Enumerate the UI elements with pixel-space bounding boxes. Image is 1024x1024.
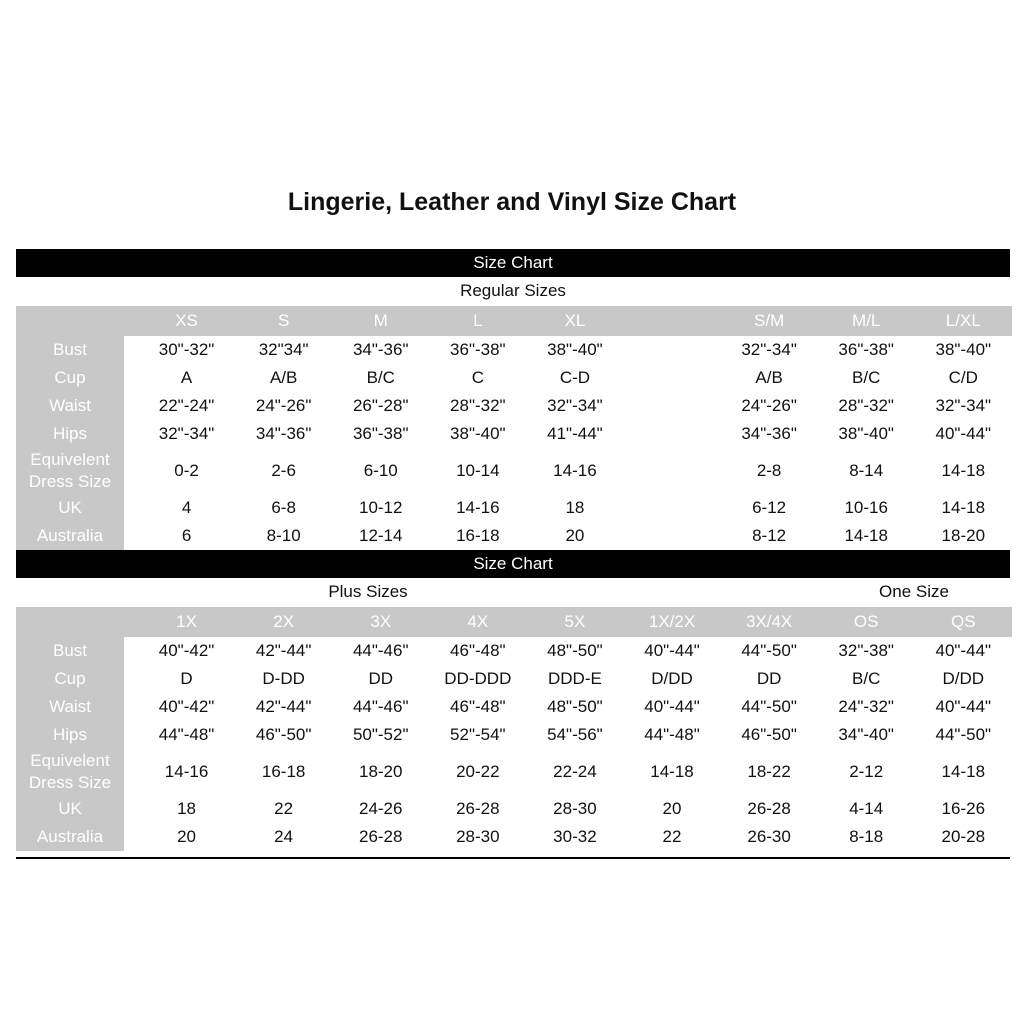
table-cell: 20 bbox=[623, 795, 720, 823]
table-cell: 30-32 bbox=[526, 823, 623, 851]
size-header: M bbox=[332, 306, 429, 336]
table-cell: 38"-40" bbox=[429, 420, 526, 448]
table-cell: 36"-38" bbox=[332, 420, 429, 448]
table-cell: 4-14 bbox=[818, 795, 915, 823]
table-cell: 22"-24" bbox=[138, 392, 235, 420]
spacer-cell bbox=[124, 693, 138, 721]
table-cell: A/B bbox=[235, 364, 332, 392]
table-cell: C-D bbox=[526, 364, 623, 392]
table-cell: 32"-38" bbox=[818, 637, 915, 665]
table-cell: A/B bbox=[721, 364, 818, 392]
table-cell bbox=[623, 420, 720, 448]
table-cell: 38"-40" bbox=[915, 336, 1012, 364]
size-header: OS bbox=[818, 607, 915, 637]
table-cell: 2-8 bbox=[721, 448, 818, 494]
table-cell: 20-22 bbox=[429, 749, 526, 795]
table-cell: 8-12 bbox=[721, 522, 818, 550]
table-cell: 40"-44" bbox=[915, 420, 1012, 448]
row-label: Bust bbox=[16, 637, 124, 665]
spacer-cell bbox=[124, 336, 138, 364]
row-label: Australia bbox=[16, 823, 124, 851]
table-cell bbox=[623, 522, 720, 550]
size-header: M/L bbox=[818, 306, 915, 336]
table-cell: 14-18 bbox=[915, 494, 1012, 522]
table-cell: 8-10 bbox=[235, 522, 332, 550]
row-label: Cup bbox=[16, 364, 124, 392]
regular-size-table bbox=[16, 306, 1012, 550]
table-cell: DDD-E bbox=[526, 665, 623, 693]
table-cell bbox=[623, 336, 720, 364]
size-header: 2X bbox=[235, 607, 332, 637]
plus-size-header-row bbox=[16, 607, 1012, 637]
table-row-equivelent-dress-size bbox=[16, 448, 1012, 494]
table-cell: 24-26 bbox=[332, 795, 429, 823]
table-cell: 40"-42" bbox=[138, 693, 235, 721]
row-label: Waist bbox=[16, 392, 124, 420]
spacer-cell bbox=[124, 665, 138, 693]
table-cell: 6 bbox=[138, 522, 235, 550]
table-cell: 50"-52" bbox=[332, 721, 429, 749]
table-cell: DD-DDD bbox=[429, 665, 526, 693]
table-cell: 48"-50" bbox=[526, 637, 623, 665]
table-cell: 40"-44" bbox=[915, 693, 1012, 721]
table-cell: 46"-50" bbox=[235, 721, 332, 749]
table-cell: 12-14 bbox=[332, 522, 429, 550]
table-cell: 10-16 bbox=[818, 494, 915, 522]
table-cell: 20-28 bbox=[915, 823, 1012, 851]
table-cell: 20 bbox=[138, 823, 235, 851]
table-cell: D/DD bbox=[915, 665, 1012, 693]
spacer-cell bbox=[124, 392, 138, 420]
table-cell: 6-12 bbox=[721, 494, 818, 522]
spacer-cell bbox=[124, 448, 138, 494]
table-cell: 32"-34" bbox=[138, 420, 235, 448]
table-cell: D/DD bbox=[623, 665, 720, 693]
table-cell: D bbox=[138, 665, 235, 693]
table-cell: 28-30 bbox=[526, 795, 623, 823]
table-cell: B/C bbox=[332, 364, 429, 392]
table-cell: 6-10 bbox=[332, 448, 429, 494]
size-header: S bbox=[235, 306, 332, 336]
spacer-cell bbox=[124, 749, 138, 795]
table-cell: 40"-44" bbox=[915, 637, 1012, 665]
table-cell: DD bbox=[721, 665, 818, 693]
row-label: Equivelent Dress Size bbox=[16, 448, 124, 494]
size-header: 1X bbox=[138, 607, 235, 637]
table-cell: 40"-44" bbox=[623, 693, 720, 721]
table-cell bbox=[623, 364, 720, 392]
table-row-bust bbox=[16, 336, 1012, 364]
table-cell: 40"-44" bbox=[623, 637, 720, 665]
spacer-cell bbox=[124, 306, 138, 336]
size-header: 4X bbox=[429, 607, 526, 637]
table-bottom-rule bbox=[16, 857, 1010, 859]
table-cell: 44"-48" bbox=[138, 721, 235, 749]
table-cell: B/C bbox=[818, 665, 915, 693]
spacer-cell bbox=[124, 607, 138, 637]
size-header: XS bbox=[138, 306, 235, 336]
row-label: UK bbox=[16, 494, 124, 522]
size-header: S/M bbox=[721, 306, 818, 336]
table-row-waist bbox=[16, 392, 1012, 420]
row-label: Hips bbox=[16, 420, 124, 448]
row-label: Equivelent Dress Size bbox=[16, 749, 124, 795]
table-cell: 14-18 bbox=[915, 448, 1012, 494]
plus-size-table bbox=[16, 607, 1012, 851]
table-cell: 24"-26" bbox=[235, 392, 332, 420]
table-cell: 42"-44" bbox=[235, 637, 332, 665]
table-row-waist bbox=[16, 693, 1012, 721]
table-cell: 22 bbox=[623, 823, 720, 851]
table-cell: 32"-34" bbox=[526, 392, 623, 420]
table-cell: 4 bbox=[138, 494, 235, 522]
table-cell bbox=[623, 448, 720, 494]
table-cell: 54"-56" bbox=[526, 721, 623, 749]
table-cell: C bbox=[429, 364, 526, 392]
table-cell: 34"-36" bbox=[721, 420, 818, 448]
table-cell: 48"-50" bbox=[526, 693, 623, 721]
spacer-cell bbox=[124, 721, 138, 749]
table-cell: 32"-34" bbox=[721, 336, 818, 364]
table-cell: 32"34" bbox=[235, 336, 332, 364]
table-cell: 46"-50" bbox=[721, 721, 818, 749]
table-cell: 42"-44" bbox=[235, 693, 332, 721]
table-cell: 38"-40" bbox=[526, 336, 623, 364]
table-cell: 26"-28" bbox=[332, 392, 429, 420]
table-row-uk bbox=[16, 494, 1012, 522]
table-cell: 14-18 bbox=[818, 522, 915, 550]
table-cell: 44"-50" bbox=[915, 721, 1012, 749]
table-row-australia bbox=[16, 522, 1012, 550]
table-cell: 2-6 bbox=[235, 448, 332, 494]
row-label: Cup bbox=[16, 665, 124, 693]
size-header: 3X bbox=[332, 607, 429, 637]
page-title: Lingerie, Leather and Vinyl Size Chart bbox=[287, 188, 737, 216]
table-cell: 52"-54" bbox=[429, 721, 526, 749]
table-cell: 18 bbox=[526, 494, 623, 522]
table-cell: DD bbox=[332, 665, 429, 693]
table-cell: 26-28 bbox=[429, 795, 526, 823]
row-label: UK bbox=[16, 795, 124, 823]
table-cell: 46"-48" bbox=[429, 637, 526, 665]
table-cell: 44"-48" bbox=[623, 721, 720, 749]
table-cell: 26-28 bbox=[721, 795, 818, 823]
size-header: QS bbox=[915, 607, 1012, 637]
row-label: Bust bbox=[16, 336, 124, 364]
spacer-cell bbox=[124, 420, 138, 448]
table-cell: 22 bbox=[235, 795, 332, 823]
table-cell: 36"-38" bbox=[818, 336, 915, 364]
table-cell: 41"-44" bbox=[526, 420, 623, 448]
table-cell: 14-16 bbox=[138, 749, 235, 795]
table-cell: 18-22 bbox=[721, 749, 818, 795]
table-cell: 18-20 bbox=[332, 749, 429, 795]
table-cell: 32"-34" bbox=[915, 392, 1012, 420]
plus-sizes-heading: Plus Sizes bbox=[328, 582, 408, 601]
table-cell: 8-14 bbox=[818, 448, 915, 494]
table-row-bust bbox=[16, 637, 1012, 665]
size-chart-band-plus: Size Chart bbox=[16, 550, 1010, 578]
corner-cell bbox=[16, 306, 124, 336]
size-header: L bbox=[429, 306, 526, 336]
size-chart-band-regular: Size Chart bbox=[16, 249, 1010, 277]
corner-cell bbox=[16, 607, 124, 637]
table-cell: 16-26 bbox=[915, 795, 1012, 823]
table-cell: 22-24 bbox=[526, 749, 623, 795]
table-row-cup bbox=[16, 364, 1012, 392]
table-cell: B/C bbox=[818, 364, 915, 392]
regular-sizes-heading: Regular Sizes bbox=[460, 281, 566, 300]
table-cell: 30"-32" bbox=[138, 336, 235, 364]
table-cell: 2-12 bbox=[818, 749, 915, 795]
row-label: Australia bbox=[16, 522, 124, 550]
table-cell: 28-30 bbox=[429, 823, 526, 851]
table-cell bbox=[623, 392, 720, 420]
table-cell: 44"-50" bbox=[721, 693, 818, 721]
table-cell: 14-16 bbox=[526, 448, 623, 494]
size-header: 1X/2X bbox=[623, 607, 720, 637]
size-header: 5X bbox=[526, 607, 623, 637]
table-row-equivelent-dress-size bbox=[16, 749, 1012, 795]
table-cell: 24"-26" bbox=[721, 392, 818, 420]
table-cell: 24 bbox=[235, 823, 332, 851]
spacer-cell bbox=[124, 522, 138, 550]
size-header: XL bbox=[526, 306, 623, 336]
spacer-cell bbox=[124, 364, 138, 392]
table-cell: 40"-42" bbox=[138, 637, 235, 665]
table-cell: 36"-38" bbox=[429, 336, 526, 364]
table-row-hips bbox=[16, 420, 1012, 448]
table-cell: 14-18 bbox=[915, 749, 1012, 795]
table-cell: 16-18 bbox=[235, 749, 332, 795]
table-cell: 44"-50" bbox=[721, 637, 818, 665]
table-row-uk bbox=[16, 795, 1012, 823]
table-cell: D-DD bbox=[235, 665, 332, 693]
table-cell: 18-20 bbox=[915, 522, 1012, 550]
table-row-hips bbox=[16, 721, 1012, 749]
table-cell: 26-28 bbox=[332, 823, 429, 851]
table-cell: 44"-46" bbox=[332, 693, 429, 721]
table-cell: 18 bbox=[138, 795, 235, 823]
spacer-cell bbox=[124, 795, 138, 823]
table-cell: 28"-32" bbox=[429, 392, 526, 420]
regular-size-header-row bbox=[16, 306, 1012, 336]
table-cell: 10-12 bbox=[332, 494, 429, 522]
table-cell: A bbox=[138, 364, 235, 392]
table-cell: 0-2 bbox=[138, 448, 235, 494]
table-cell: 10-14 bbox=[429, 448, 526, 494]
table-cell: 34"-40" bbox=[818, 721, 915, 749]
spacer-cell bbox=[124, 494, 138, 522]
spacer-cell bbox=[124, 637, 138, 665]
one-size-heading: One Size bbox=[879, 582, 949, 601]
table-cell: 46"-48" bbox=[429, 693, 526, 721]
table-cell: 24"-32" bbox=[818, 693, 915, 721]
table-cell: 34"-36" bbox=[235, 420, 332, 448]
size-header bbox=[623, 306, 720, 336]
table-cell: 28"-32" bbox=[818, 392, 915, 420]
size-header: L/XL bbox=[915, 306, 1012, 336]
table-cell: 8-18 bbox=[818, 823, 915, 851]
size-header: 3X/4X bbox=[721, 607, 818, 637]
table-cell: 26-30 bbox=[721, 823, 818, 851]
table-cell: 14-16 bbox=[429, 494, 526, 522]
table-cell: 16-18 bbox=[429, 522, 526, 550]
row-label: Waist bbox=[16, 693, 124, 721]
spacer-cell bbox=[124, 823, 138, 851]
table-cell: 44"-46" bbox=[332, 637, 429, 665]
table-row-australia bbox=[16, 823, 1012, 851]
table-cell: 14-18 bbox=[623, 749, 720, 795]
row-label: Hips bbox=[16, 721, 124, 749]
table-row-cup bbox=[16, 665, 1012, 693]
table-cell: 20 bbox=[526, 522, 623, 550]
table-cell: 38"-40" bbox=[818, 420, 915, 448]
table-cell bbox=[623, 494, 720, 522]
table-cell: 6-8 bbox=[235, 494, 332, 522]
table-cell: C/D bbox=[915, 364, 1012, 392]
table-cell: 34"-36" bbox=[332, 336, 429, 364]
